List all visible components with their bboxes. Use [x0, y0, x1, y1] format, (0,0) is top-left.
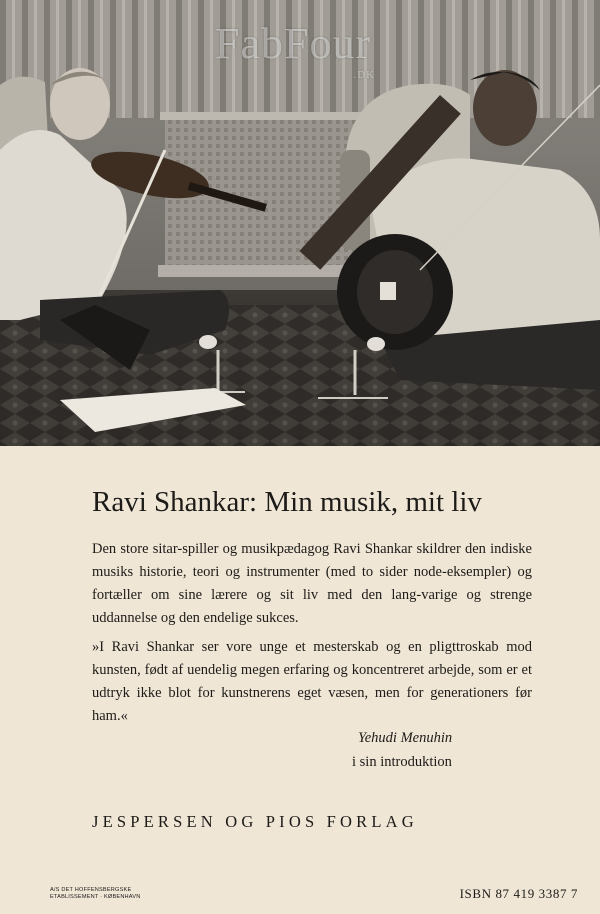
- quote-author: Yehudi Menuhin: [358, 730, 453, 746]
- printer-line-1: A/S DET HOFFENSBERGSKE: [50, 887, 132, 893]
- cover-photo: [0, 0, 600, 446]
- isbn-number: ISBN 87 419 3387 7: [459, 886, 578, 901]
- book-title: Ravi Shankar: Min musik, mit liv: [92, 486, 482, 518]
- watermark-logo: FabFour .DK: [215, 19, 376, 81]
- book-description: Den store sitar-spiller og musikpædagog Ravi Shankar skildrer den indiske musiks historie, teori og instrumenter (med to sider node-eksempler) og fortæller om sine lærere og sit liv med den lang-varige og strenge uddannelse og den endelige sukces.: [92, 541, 532, 626]
- printer-line-2: ETABLISSEMENT · KØBENHAVN: [50, 894, 141, 900]
- quote-source: i sin introduktion: [352, 754, 452, 770]
- publisher-name: JESPERSEN OG PIOS FORLAG: [92, 812, 418, 831]
- printer-imprint: [50, 887, 140, 901]
- book-quote: »I Ravi Shankar ser vore unge et mesterskab og en pligttroskab mod kunsten, født af uendelig megen erfaring og koncentreret arbejde, som er et udtryk ikke blot for kunstnerens eget væsen, men for generationers før ham.«: [92, 639, 532, 724]
